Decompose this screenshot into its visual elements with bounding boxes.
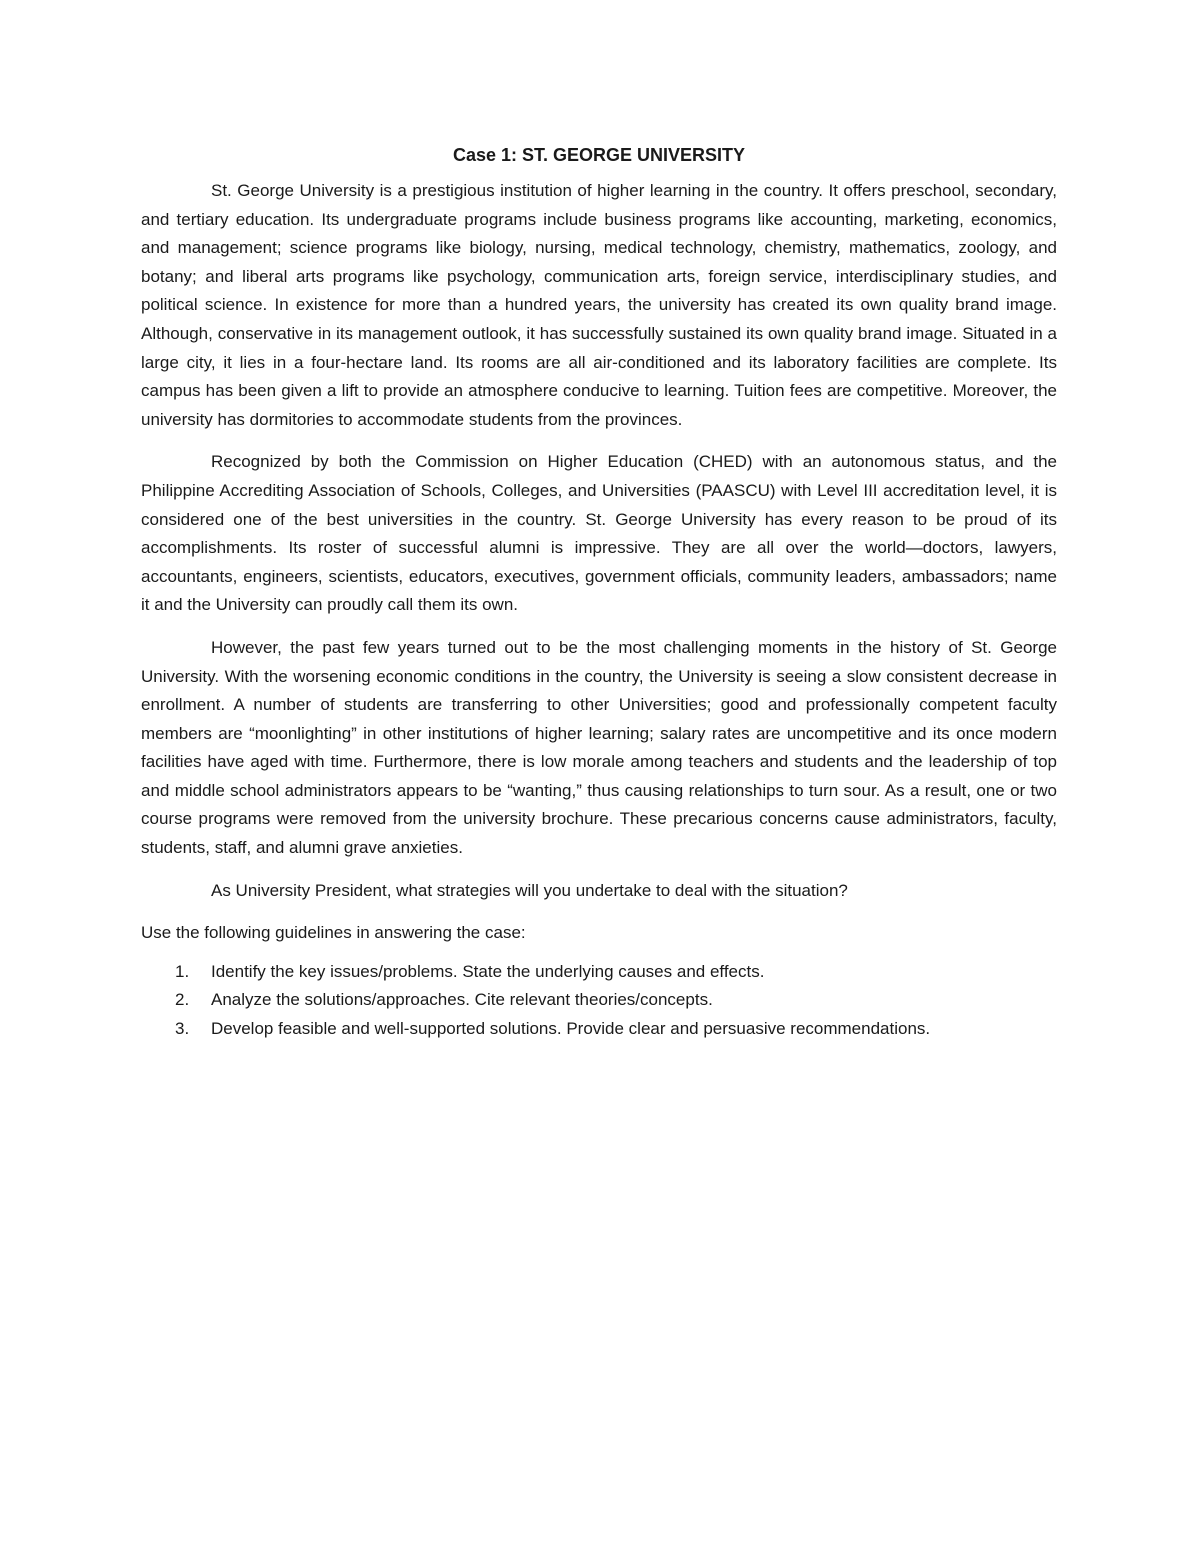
paragraph-accreditation: Recognized by both the Commission on Higher Education (CHED) with an autonomous status, and the Philippine Accrediting Association of Schools, Colleges, and Universities (PAASCU) with Level III accreditation level, it is considered one of the best universities in the country. St. George University has every reason to be proud of its accomplishments. Its roster of successful alumni is impressive. They are all over the world—doctors, lawyers, accountants, engineers, scientists, educators, executives, government officials, community leaders, ambassadors; name it and the University can proudly call them its own.: [141, 452, 1057, 615]
list-item-text: Identify the key issues/problems. State the underlying causes and effects.: [211, 961, 765, 981]
list-item-text: Analyze the solutions/approaches. Cite relevant theories/concepts.: [211, 990, 713, 1010]
list-number: 2.: [175, 990, 190, 1010]
guidelines-list: [141, 958, 1057, 1044]
guidelines-intro: Use the following guidelines in answering the case:: [141, 923, 526, 943]
list-number: 3.: [175, 1019, 190, 1039]
paragraph-challenges: However, the past few years turned out to be the most challenging moments in the history of St. George University. With the worsening economic conditions in the country, the University is seeing a slow consistent decrease in enrollment. A number of students are transferring to other Universities; good and professionally competent faculty members are “moonlighting” in other institutions of higher learning; salary rates are uncompetitive and its once modern facilities have aged with time. Furthermore, there is low morale among teachers and students and the leadership of top and middle school administrators appears to be “wanting,” thus causing relationships to turn sour. As a result, one or two course programs were removed from the university brochure. These precarious concerns cause administrators, faculty, students, staff, and alumni grave anxieties.: [141, 637, 1057, 858]
case-question: As University President, what strategies will you undertake to deal with the situation?: [211, 880, 848, 900]
document-title: Case 1: ST. GEORGE UNIVERSITY: [452, 145, 746, 165]
list-item-text: Develop feasible and well-supported solutions. Provide clear and persuasive recommendations.: [211, 1019, 931, 1039]
list-number: 1.: [175, 961, 190, 981]
document-body: [141, 141, 1057, 1044]
list-item: [141, 958, 1057, 987]
list-item: [141, 986, 1057, 1015]
list-item: [141, 1015, 1057, 1044]
paragraph-intro: St. George University is a prestigious institution of higher learning in the country. It offers preschool, secondary, and tertiary education. Its undergraduate programs include business programs like accounting, marketing, economics, and management; science programs like biology, nursing, medical technology, chemistry, mathematics, zoology, and botany; and liberal arts programs like psychology, communication arts, foreign service, interdisciplinary studies, and political science. In existence for more than a hundred years, the university has created its own quality brand image. Although, conservative in its management outlook, it has successfully sustained its own quality brand image. Situated in a large city, it lies in a four-hectare land. Its rooms are all air-conditioned and its laboratory facilities are complete. Its campus has been given a lift to provide an atmosphere conducive to learning. Tuition fees are competitive. Moreover, the university has dormitories to accommodate students from the provinces.: [141, 181, 1057, 429]
